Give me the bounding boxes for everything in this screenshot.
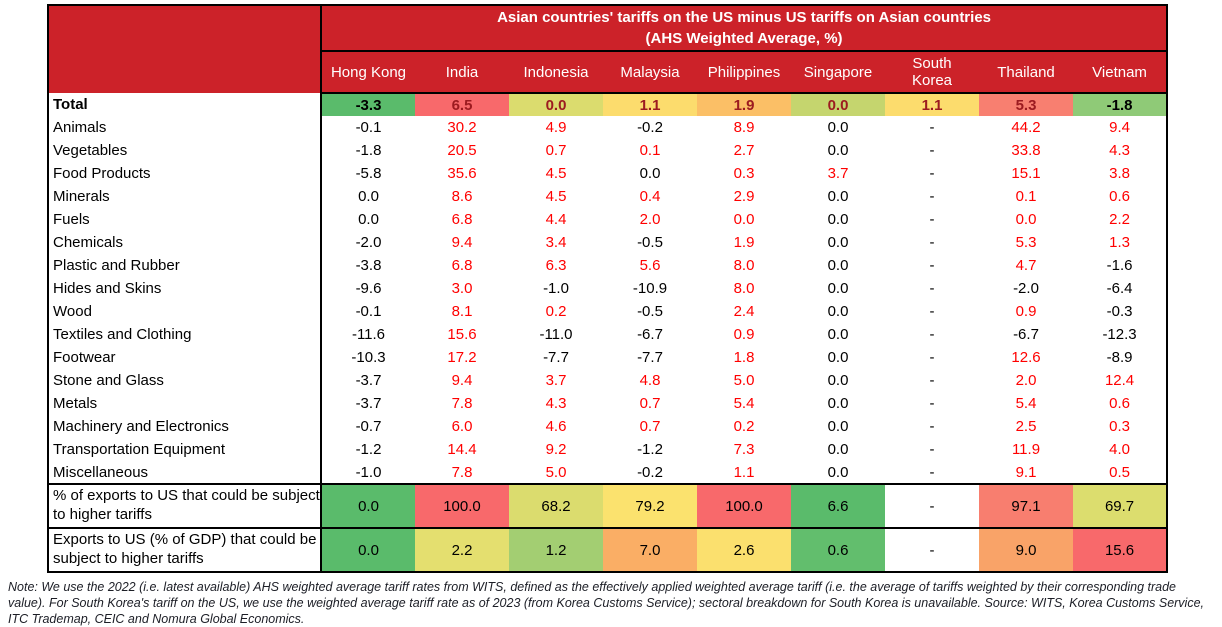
tariff-cell: 0.0 — [791, 93, 885, 116]
tariff-cell: 8.1 — [451, 303, 473, 320]
tariff-cell: 0.0 — [321, 484, 415, 528]
tariff-cell: 1.1 — [733, 463, 755, 481]
column-header-south-korea — [885, 51, 979, 93]
row-label: Stone and Glass — [48, 369, 321, 392]
tariff-cell: 35.6 — [447, 165, 477, 182]
tariff-cell: 1.9 — [697, 93, 791, 116]
tariff-cell: 7.3 — [733, 441, 755, 458]
tariff-table — [47, 4, 1168, 573]
table-row — [48, 208, 1167, 231]
table-title — [321, 5, 1167, 51]
tariff-cell: -1.0 — [355, 463, 382, 481]
tariff-cell: 6.8 — [451, 257, 473, 274]
row-label: Minerals — [48, 185, 321, 208]
tariff-cell: 0.7 — [639, 395, 661, 412]
tariff-cell: 2.2 — [1109, 211, 1130, 228]
tariff-cell: 0.0 — [827, 326, 849, 343]
row-label: Total — [48, 93, 321, 116]
tariff-cell: 3.4 — [545, 234, 567, 251]
tariff-cell: 6.8 — [451, 211, 473, 228]
tariff-cell: 1.8 — [733, 349, 755, 366]
tariff-cell: -9.6 — [355, 280, 382, 297]
row-label: Hides and Skins — [48, 277, 321, 300]
tariff-cell: 12.6 — [1011, 349, 1041, 366]
tariff-cell: 1.2 — [509, 528, 603, 572]
tariff-cell: 0.0 — [827, 441, 849, 458]
tariff-cell: 4.0 — [1109, 441, 1130, 458]
title-row — [48, 5, 1167, 51]
tariff-cell: - — [929, 441, 935, 458]
tariff-cell: - — [929, 349, 935, 366]
tariff-cell: 2.0 — [639, 211, 661, 228]
tariff-cell: 0.0 — [358, 211, 379, 228]
tariff-cell: -11.6 — [351, 326, 386, 343]
tariff-cell: 100.0 — [415, 484, 509, 528]
tariff-cell: -10.3 — [351, 349, 386, 366]
tariff-cell: - — [929, 463, 935, 481]
tariff-cell: - — [929, 211, 935, 228]
table-row — [48, 139, 1167, 162]
tariff-cell: 14.4 — [447, 441, 477, 458]
tariff-cell: 4.4 — [545, 211, 567, 228]
tariff-cell: 5.3 — [1015, 234, 1037, 251]
tariff-cell: 68.2 — [509, 484, 603, 528]
tariff-cell: 3.7 — [545, 372, 567, 389]
row-label: Animals — [48, 116, 321, 139]
tariff-cell: -6.7 — [1013, 326, 1039, 343]
tariff-cell: 3.7 — [827, 165, 849, 182]
tariff-cell: 5.4 — [1015, 395, 1037, 412]
tariff-cell: 0.0 — [827, 395, 849, 412]
tariff-cell: - — [929, 257, 935, 274]
table-row — [48, 185, 1167, 208]
tariff-cell: 9.4 — [451, 372, 473, 389]
tariff-cell: 2.5 — [1015, 418, 1037, 435]
tariff-cell: -1.2 — [355, 441, 382, 458]
tariff-cell: 0.6 — [791, 528, 885, 572]
tariff-cell: 7.8 — [451, 463, 473, 481]
table-row — [48, 93, 1167, 116]
tariff-cell: 2.2 — [415, 528, 509, 572]
tariff-cell: 0.3 — [1109, 418, 1130, 435]
row-label: Footwear — [48, 346, 321, 369]
tariff-cell: 0.0 — [827, 188, 849, 205]
row-label: % of exports to US that could be subject to higher tariffs — [48, 484, 321, 528]
tariff-cell: 1.3 — [1109, 234, 1130, 251]
tariff-cell: 4.7 — [1015, 257, 1037, 274]
tariff-cell: 15.6 — [1073, 528, 1167, 572]
tariff-cell: -11.0 — [539, 326, 573, 343]
tariff-cell: 12.4 — [1104, 372, 1135, 389]
tariff-cell: 9.4 — [1109, 119, 1130, 136]
tariff-cell: -0.7 — [355, 418, 382, 435]
table-row — [48, 438, 1167, 461]
tariff-cell: 0.0 — [321, 528, 415, 572]
tariff-cell: 6.0 — [451, 418, 473, 435]
tariff-cell: 0.9 — [733, 326, 755, 343]
tariff-cell: 1.1 — [603, 93, 697, 116]
tariff-cell: - — [929, 326, 935, 343]
tariff-cell: 5.6 — [639, 257, 661, 274]
tariff-cell: -3.7 — [355, 372, 382, 389]
tariff-cell: -3.8 — [355, 257, 382, 274]
tariff-cell: -3.3 — [321, 93, 415, 116]
tariff-cell: 97.1 — [979, 484, 1073, 528]
tariff-cell: -6.4 — [1106, 280, 1133, 297]
table-row — [48, 254, 1167, 277]
tariff-cell: 69.7 — [1073, 484, 1167, 528]
tariff-cell: 0.7 — [545, 142, 567, 159]
tariff-cell: 0.0 — [827, 349, 849, 366]
table-header — [48, 5, 1167, 93]
tariff-cell: 0.5 — [1109, 463, 1130, 481]
tariff-cell: 4.5 — [545, 165, 567, 182]
footnote: Note: We use the 2022 (i.e. latest available) AHS weighted average tariff rates from WITS, defined as the effectively applied weighted average tariff (i.e. the average of tariffs weighted by their corresponding trade value). For South Korea's tariff on the US, we use the weighted average tariff rate as of 2023 (from Korea Customs Service); sectoral breakdown for South Korea is unavailable. Source: WITS, Korea Customs Service, ITC Trademap, CEIC and Nomura Global Economics. — [8, 580, 1205, 626]
tariff-cell: -8.9 — [1106, 349, 1133, 366]
table-row — [48, 484, 1167, 528]
column-header-label: Hong Kong — [330, 63, 407, 81]
column-header-malaysia — [603, 51, 697, 93]
tariff-cell: 0.0 — [827, 418, 849, 435]
tariff-cell: -0.5 — [637, 303, 663, 320]
tariff-cell: 3.0 — [451, 280, 473, 297]
tariff-cell: - — [885, 484, 979, 528]
tariff-cell: 0.2 — [733, 418, 755, 435]
tariff-cell: 4.5 — [545, 188, 567, 205]
tariff-cell: 2.9 — [733, 188, 755, 205]
tariff-cell: 1.1 — [885, 93, 979, 116]
table-row — [48, 277, 1167, 300]
tariff-cell: 17.2 — [447, 349, 477, 366]
table-row — [48, 346, 1167, 369]
tariff-cell: 8.9 — [733, 119, 755, 136]
tariff-cell: 0.9 — [1015, 303, 1037, 320]
table-title-line2: (AHS Weighted Average, %) — [645, 30, 843, 47]
tariff-cell: -1.8 — [1073, 93, 1167, 116]
column-header-india — [415, 51, 509, 93]
tariff-cell: - — [885, 528, 979, 572]
column-header-label: Singapore — [803, 63, 873, 81]
tariff-cell: 4.3 — [545, 395, 567, 412]
tariff-cell: 9.4 — [451, 234, 473, 251]
tariff-cell: 8.0 — [733, 280, 755, 297]
tariff-cell: 7.0 — [603, 528, 697, 572]
tariff-cell: -0.5 — [637, 234, 663, 251]
tariff-cell: 6.3 — [545, 257, 567, 274]
tariff-cell: 0.4 — [639, 188, 661, 205]
tariff-cell: 100.0 — [697, 484, 791, 528]
tariff-cell: -1.0 — [543, 280, 569, 297]
tariff-cell: 2.6 — [697, 528, 791, 572]
row-label: Chemicals — [48, 231, 321, 254]
row-label: Wood — [48, 300, 321, 323]
tariff-cell: 0.0 — [509, 93, 603, 116]
column-header-thailand — [979, 51, 1073, 93]
tariff-cell: 15.6 — [447, 326, 477, 343]
tariff-cell: 79.2 — [603, 484, 697, 528]
tariff-cell: 0.1 — [1015, 188, 1037, 205]
tariff-cell: - — [929, 142, 935, 159]
column-header-label: Thailand — [997, 63, 1055, 81]
table-row — [48, 461, 1167, 484]
tariff-cell: -0.3 — [1106, 303, 1133, 320]
column-header-label: Malaysia — [620, 63, 680, 81]
tariff-cell: - — [929, 372, 935, 389]
tariff-cell: 5.4 — [733, 395, 755, 412]
row-label: Vegetables — [48, 139, 321, 162]
tariff-cell: -3.7 — [355, 395, 382, 412]
tariff-cell: 20.5 — [447, 142, 477, 159]
tariff-cell: 4.3 — [1109, 142, 1130, 159]
tariff-cell: -2.0 — [355, 234, 382, 251]
tariff-cell: 4.8 — [639, 372, 661, 389]
tariff-cell: - — [929, 234, 935, 251]
row-label: Plastic and Rubber — [48, 254, 321, 277]
tariff-cell: 9.0 — [979, 528, 1073, 572]
tariff-cell: 0.0 — [827, 372, 849, 389]
tariff-cell: 0.0 — [358, 188, 379, 205]
tariff-cell: 33.8 — [1011, 142, 1041, 159]
tariff-cell: 0.7 — [639, 418, 661, 435]
column-header-label: Philippines — [707, 63, 781, 81]
column-header-hong-kong — [321, 51, 415, 93]
tariff-cell: - — [929, 280, 935, 297]
tariff-cell: 11.9 — [1011, 441, 1041, 458]
tariff-cell: 9.2 — [545, 441, 567, 458]
tariff-cell: - — [929, 165, 935, 182]
tariff-cell: 1.9 — [733, 234, 755, 251]
table-row — [48, 369, 1167, 392]
tariff-cell: 2.0 — [1015, 372, 1037, 389]
column-header-vietnam — [1073, 51, 1167, 93]
column-header-indonesia — [509, 51, 603, 93]
tariff-cell: -10.9 — [632, 280, 668, 297]
tariff-cell: -1.8 — [355, 142, 382, 159]
tariff-cell: 0.0 — [827, 234, 849, 251]
tariff-cell: 30.2 — [447, 119, 477, 136]
column-header-label: Indonesia — [523, 63, 589, 81]
column-header-singapore — [791, 51, 885, 93]
corner-header-cell — [48, 5, 321, 93]
tariff-cell: - — [929, 418, 935, 435]
tariff-cell: -7.7 — [543, 349, 569, 366]
tariff-cell: 0.6 — [1109, 188, 1130, 205]
row-label: Metals — [48, 392, 321, 415]
table-row — [48, 300, 1167, 323]
tariff-cell: 0.0 — [827, 257, 849, 274]
tariff-cell: 6.5 — [415, 93, 509, 116]
tariff-cell: -0.1 — [355, 119, 382, 136]
tariff-cell: 5.0 — [545, 463, 567, 481]
tariff-cell: 0.0 — [1015, 211, 1037, 228]
tariff-cell: 0.0 — [639, 165, 661, 182]
table-row — [48, 231, 1167, 254]
tariff-cell: -0.1 — [355, 303, 382, 320]
tariff-cell: 4.6 — [545, 418, 567, 435]
table-row — [48, 116, 1167, 139]
row-label: Textiles and Clothing — [48, 323, 321, 346]
tariff-cell: 5.0 — [733, 372, 755, 389]
table-row — [48, 323, 1167, 346]
tariff-cell: 0.0 — [827, 142, 849, 159]
row-label: Machinery and Electronics — [48, 415, 321, 438]
tariff-cell: - — [929, 395, 935, 412]
row-label: Miscellaneous — [48, 461, 321, 484]
tariff-cell: -0.2 — [637, 119, 663, 136]
table-row — [48, 415, 1167, 438]
tariff-table-body — [48, 93, 1167, 572]
tariff-cell: 0.0 — [827, 280, 849, 297]
tariff-cell: 9.1 — [1015, 463, 1037, 481]
tariff-cell: 8.6 — [451, 188, 473, 205]
tariff-cell: 0.0 — [827, 463, 849, 481]
tariff-cell: -1.2 — [637, 441, 663, 458]
tariff-cell: 0.0 — [827, 119, 849, 136]
tariff-cell: 0.0 — [827, 211, 849, 228]
tariff-cell: 4.9 — [545, 119, 567, 136]
tariff-cell: 7.8 — [451, 395, 473, 412]
tariff-cell: 2.4 — [733, 303, 755, 320]
tariff-cell: 0.6 — [1109, 395, 1130, 412]
tariff-cell: 0.2 — [545, 303, 567, 320]
tariff-cell: - — [929, 188, 935, 205]
tariff-cell: 6.6 — [791, 484, 885, 528]
tariff-cell: -6.7 — [637, 326, 663, 343]
tariff-cell: -12.3 — [1102, 326, 1137, 343]
tariff-cell: -7.7 — [637, 349, 663, 366]
tariff-cell: 15.1 — [1011, 165, 1041, 182]
row-label: Exports to US (% of GDP) that could be subject to higher tariffs — [48, 528, 321, 572]
table-row — [48, 162, 1167, 185]
row-label: Food Products — [48, 162, 321, 185]
column-header-label: Vietnam — [1092, 63, 1147, 81]
tariff-cell: -2.0 — [1013, 280, 1039, 297]
row-label: Fuels — [48, 208, 321, 231]
tariff-cell: - — [929, 119, 935, 136]
table-row — [48, 392, 1167, 415]
tariff-cell: 5.3 — [979, 93, 1073, 116]
tariff-cell: 8.0 — [733, 257, 755, 274]
tariff-cell: -0.2 — [637, 463, 663, 481]
tariff-cell: 0.0 — [733, 211, 755, 228]
column-header-label: South Korea — [911, 54, 953, 89]
tariff-cell: 44.2 — [1011, 119, 1041, 136]
column-header-label: India — [445, 63, 479, 81]
tariff-cell: -1.6 — [1106, 257, 1133, 274]
tariff-cell: -5.8 — [355, 165, 382, 182]
tariff-cell: 0.1 — [639, 142, 661, 159]
row-label: Transportation Equipment — [48, 438, 321, 461]
tariff-cell: 0.3 — [733, 165, 755, 182]
tariff-cell: 3.8 — [1109, 165, 1130, 182]
column-header-philippines — [697, 51, 791, 93]
tariff-cell: - — [929, 303, 935, 320]
table-title-line1: Asian countries' tariffs on the US minus US tariffs on Asian countries — [497, 9, 992, 26]
tariff-cell: 0.0 — [827, 303, 849, 320]
table-row — [48, 528, 1167, 572]
tariff-cell: 2.7 — [733, 142, 755, 159]
